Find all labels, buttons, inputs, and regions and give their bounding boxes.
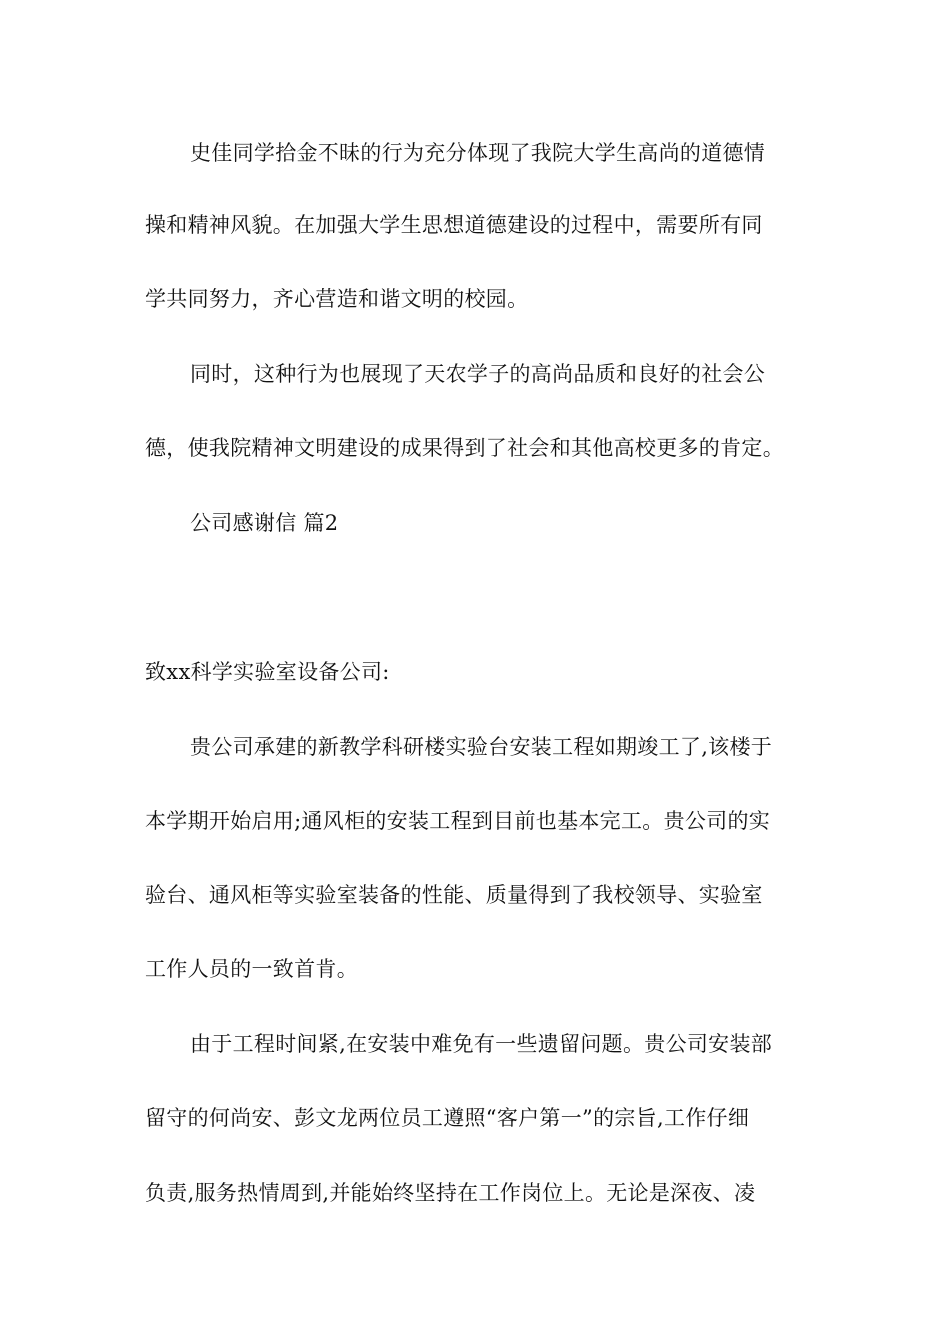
paragraph-4-line-2: 留守的何尚安、彭文龙两位员工遵照“客户第一”的宗旨,工作仔细 — [145, 1106, 750, 1130]
paragraph-2-line-1: 同时，这种行为也展现了天农学子的高尚品质和良好的社会公 — [190, 362, 766, 386]
paragraph-3-line-3: 验台、通风柜等实验室装备的性能、质量得到了我校领导、实验室 — [145, 883, 763, 907]
salutation: 致xx科学实验室设备公司: — [145, 660, 390, 684]
section-heading: 公司感谢信 篇2 — [190, 511, 339, 535]
paragraph-3-line-1: 贵公司承建的新教学科研楼实验台安装工程如期竣工了,该楼于 — [190, 735, 773, 759]
paragraph-1-line-1: 史佳同学拾金不昧的行为充分体现了我院大学生高尚的道德情 — [190, 141, 766, 165]
paragraph-2-line-2: 德，使我院精神文明建设的成果得到了社会和其他高校更多的肯定。 — [145, 436, 784, 460]
paragraph-4-line-1: 由于工程时间紧,在安装中难免有一些遗留问题。贵公司安装部 — [190, 1032, 773, 1056]
paragraph-1-line-3: 学共同努力，齐心营造和谐文明的校园。 — [145, 287, 529, 311]
paragraph-1-line-2: 操和精神风貌。在加强大学生思想道德建设的过程中，需要所有同 — [145, 213, 763, 237]
paragraph-4-line-3: 负责,服务热情周到,并能始终坚持在工作岗位上。无论是深夜、凌 — [145, 1181, 756, 1205]
paragraph-3-line-2: 本学期开始启用;通风柜的安装工程到目前也基本完工。贵公司的实 — [145, 809, 771, 833]
paragraph-3-line-4: 工作人员的一致首肯。 — [145, 957, 358, 981]
